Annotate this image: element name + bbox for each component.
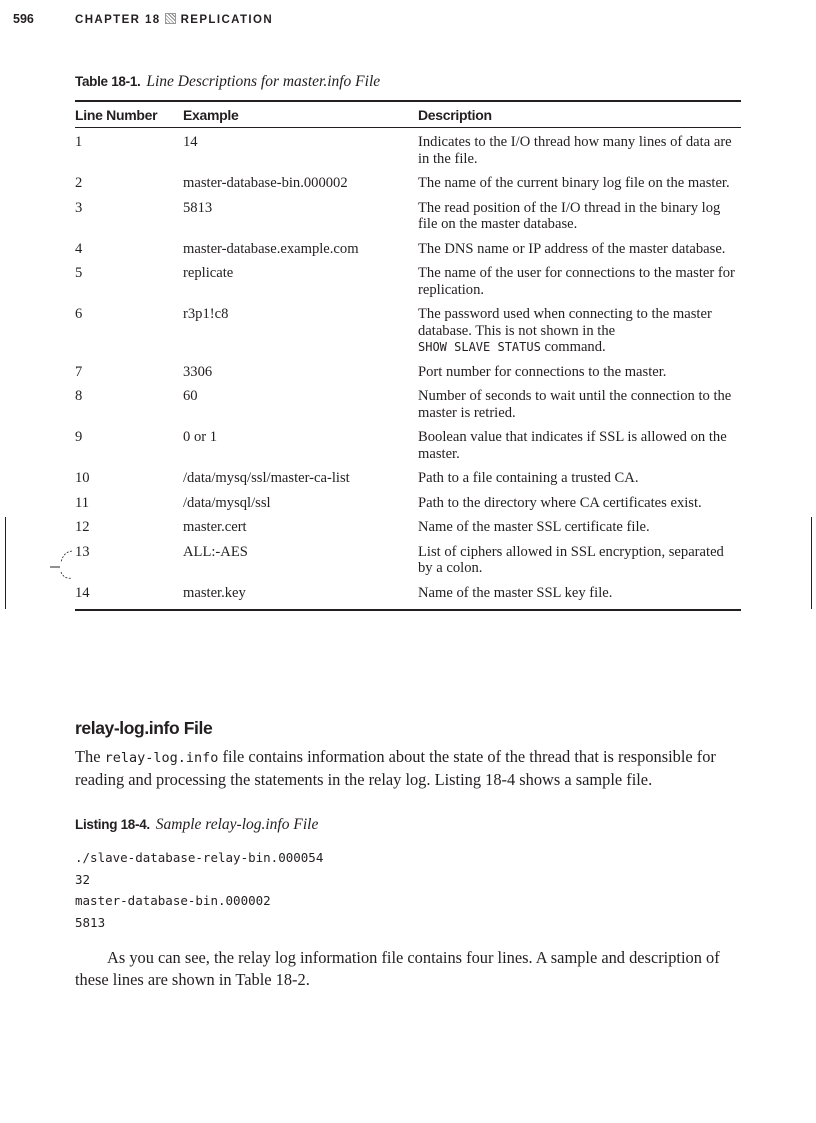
cell-example: master-database-bin.000002	[183, 175, 348, 191]
cell-line-number: 4	[75, 240, 83, 257]
listing-title: Sample relay-log.info File	[155, 816, 319, 833]
table-title: Line Descriptions for master.info File	[146, 73, 381, 90]
cell-line-number: 14	[75, 579, 183, 611]
separator-icon	[165, 13, 176, 24]
listing-caption	[75, 816, 318, 834]
cell-line-number: 12	[75, 519, 90, 535]
crop-mark-icon	[50, 548, 80, 582]
para-text: The	[75, 747, 105, 766]
cell-description: Path to the directory where CA certificates exist.	[418, 494, 702, 511]
cell-description: Boolean value that indicates if SSL is allowed on the master.	[418, 429, 727, 462]
listing-label: Listing 18-4.	[75, 817, 150, 832]
page-number: 596	[13, 12, 34, 26]
cell-example: master-database.example.com	[183, 240, 359, 257]
cell-description: The name of the current binary log file on the master.	[418, 175, 730, 191]
table-row	[75, 489, 741, 514]
code-line: ./slave-database-relay-bin.000054	[75, 850, 324, 865]
cell-description: Indicates to the I/O thread how many lines of data are in the file.	[418, 134, 732, 167]
cell-example: /data/mysq/ssl/master-ca-list	[183, 470, 350, 486]
table-row	[75, 169, 741, 194]
cell-description: The DNS name or IP address of the master database.	[418, 240, 726, 257]
closing-paragraph: As you can see, the relay log information file contains four lines. A sample and description of these lines are shown in Table 18-2.	[75, 948, 720, 989]
margin-mark-right	[811, 517, 812, 609]
cell-line-number: 11	[75, 494, 90, 511]
margin-mark-left	[5, 517, 6, 609]
column-header-description: Description	[418, 101, 741, 128]
code-listing	[75, 847, 323, 933]
cell-line-number: 1	[75, 134, 83, 150]
column-header-line-number: Line Number	[75, 101, 183, 128]
cell-description: The name of the user for connections to the master for replication.	[418, 265, 735, 298]
cell-line-number: 5	[75, 265, 83, 281]
section-heading: relay-log.info File	[75, 718, 213, 738]
cell-description: The read position of the I/O thread in the binary log file on the master database.	[418, 199, 721, 232]
desc-text: command.	[540, 339, 606, 355]
cell-line-number: 9	[75, 429, 83, 445]
inline-code: SHOW SLAVE STATUS	[418, 340, 541, 354]
cell-description	[418, 300, 741, 358]
cell-description: Name of the master SSL certificate file.	[418, 519, 650, 535]
table-row	[75, 382, 741, 423]
table-row	[75, 300, 741, 358]
cell-line-number: 3	[75, 199, 83, 216]
line-descriptions-table	[75, 100, 741, 611]
table-row	[75, 358, 741, 383]
chapter-label: CHAPTER 18	[75, 14, 161, 26]
cell-example: master.cert	[183, 519, 247, 535]
table-row	[75, 464, 741, 489]
table-row	[75, 538, 741, 579]
cell-description: Name of the master SSL key file.	[418, 579, 741, 611]
cell-description: List of ciphers allowed in SSL encryption, separated by a colon.	[418, 543, 724, 576]
table-row	[75, 235, 741, 260]
cell-line-number: 10	[75, 470, 90, 486]
table-caption	[75, 73, 380, 91]
table-row	[75, 194, 741, 235]
cell-example: 14	[183, 134, 198, 150]
column-header-example: Example	[183, 101, 418, 128]
code-line: master-database-bin.000002	[75, 893, 271, 908]
cell-example: master.key	[183, 579, 418, 611]
table-row	[75, 579, 741, 611]
cell-example: 5813	[183, 199, 213, 216]
table-header-row	[75, 101, 741, 128]
cell-description: Port number for connections to the master.	[418, 363, 667, 380]
cell-description: Number of seconds to wait until the connection to the master is retried.	[418, 388, 732, 421]
cell-line-number: 13	[75, 543, 90, 560]
table-label: Table 18-1.	[75, 74, 141, 89]
cell-line-number: 2	[75, 175, 83, 191]
code-line: 5813	[75, 914, 106, 930]
table-row	[75, 128, 741, 170]
cell-example: 3306	[183, 363, 213, 380]
table-row	[75, 423, 741, 464]
cell-example: 60	[183, 388, 198, 404]
cell-line-number: 8	[75, 388, 83, 404]
cell-line-number: 6	[75, 306, 83, 322]
section-label: REPLICATION	[180, 14, 274, 26]
table-row	[75, 513, 741, 538]
intro-paragraph	[75, 746, 743, 791]
cell-example: /data/mysql/ssl	[183, 494, 271, 511]
code-line: 32	[75, 871, 91, 887]
desc-text: The password used when connecting to the master database. This is not shown in the	[418, 306, 712, 339]
running-header	[75, 13, 273, 26]
cell-example: 0 or 1	[183, 429, 218, 445]
cell-example: r3p1!c8	[183, 306, 229, 322]
cell-example: replicate	[183, 265, 234, 281]
cell-description: Path to a file containing a trusted CA.	[418, 470, 639, 486]
cell-example: ALL:-AES	[183, 543, 248, 560]
inline-code: relay-log.info	[104, 750, 219, 766]
cell-line-number: 7	[75, 363, 83, 380]
para-text: file contains information about the state of the thread that is responsible for reading and processing the statements in the relay log. Listing 18-4 shows a sample file.	[75, 747, 716, 789]
table-row	[75, 259, 741, 300]
